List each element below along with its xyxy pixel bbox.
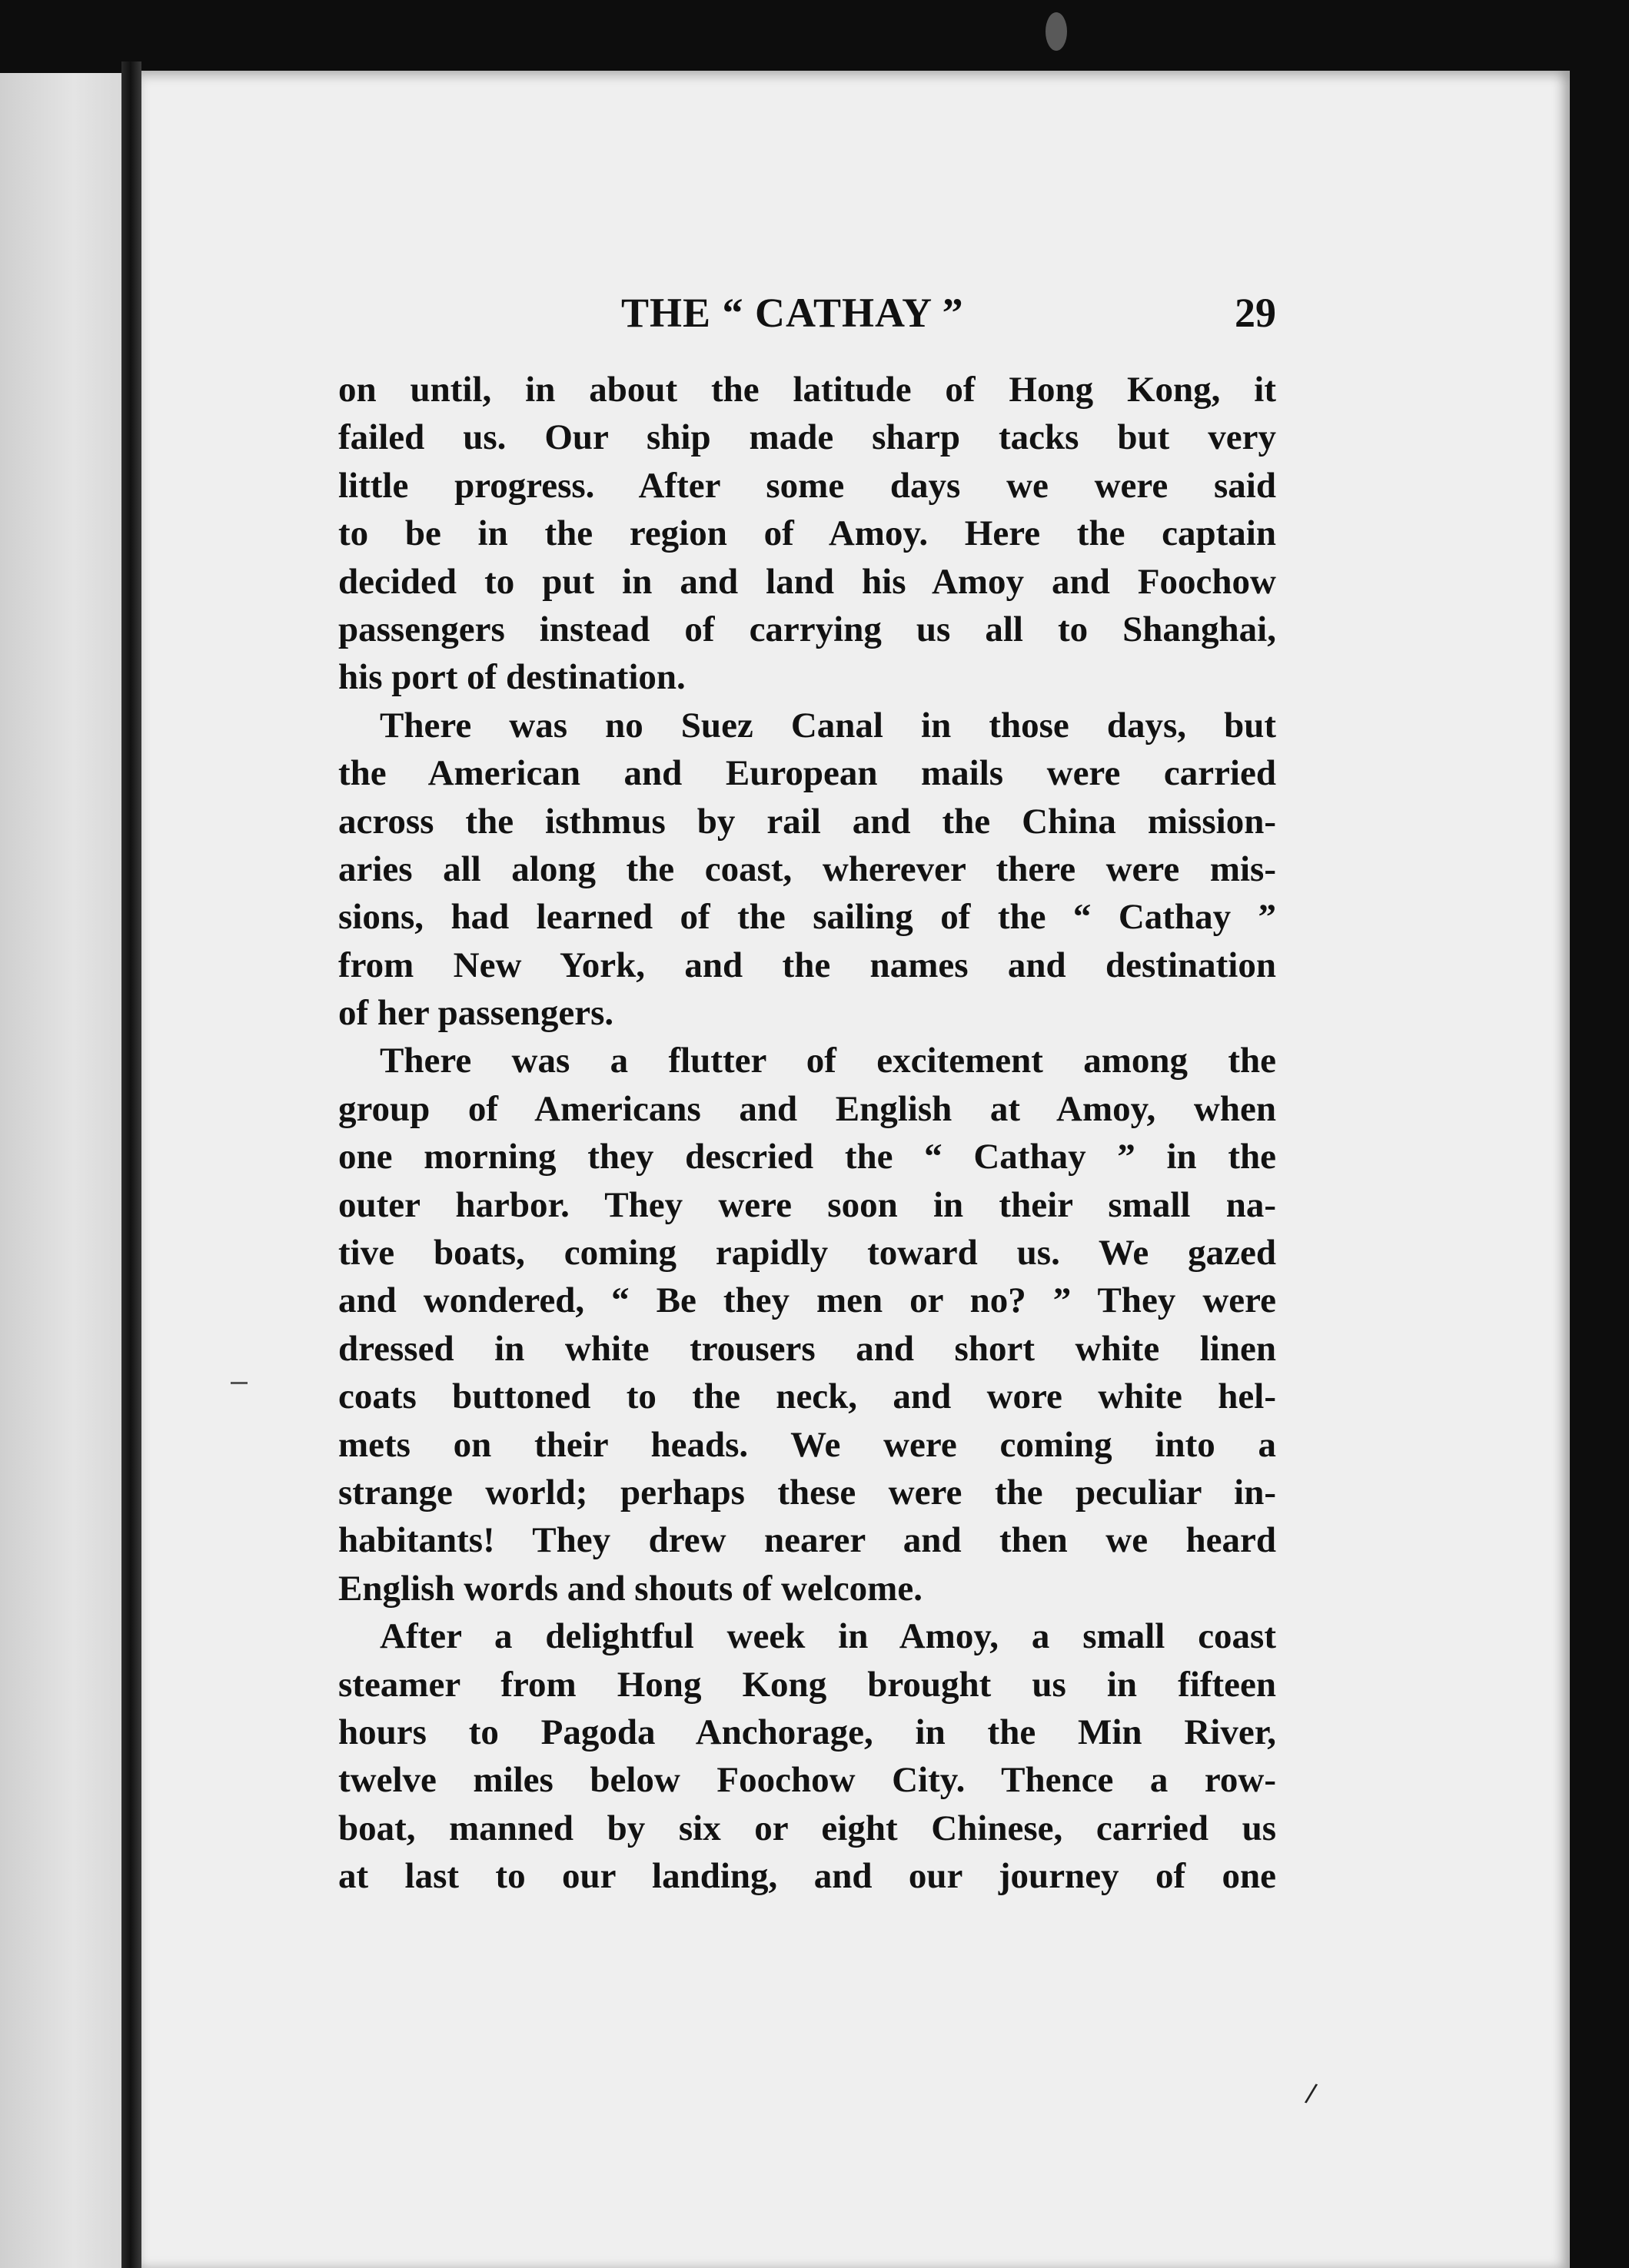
text-line: coats buttoned to the neck, and wore white hel- — [338, 1376, 1276, 1417]
text-line: There was a flutter of excitement among the — [380, 1041, 1276, 1081]
text-line: on until, in about the latitude of Hong Kong, it — [338, 370, 1276, 410]
body-text — [338, 366, 1276, 1901]
text-line: steamer from Hong Kong brought us in fifteen — [338, 1664, 1276, 1705]
text-line: and wondered, “ Be they men or no? ” They were — [338, 1280, 1276, 1321]
text-line: passengers instead of carrying us all to Shanghai, — [338, 609, 1276, 649]
text-line: from New York, and the names and destination — [338, 945, 1276, 985]
text-line: dressed in white trousers and short white linen — [338, 1328, 1276, 1369]
text-line: of her passengers. — [338, 993, 614, 1034]
book-gutter — [121, 61, 141, 2268]
text-line: mets on their heads. We were coming into a — [338, 1424, 1276, 1465]
text-line: sions, had learned of the sailing of the “ Cathay ” — [338, 897, 1276, 938]
text-line: one morning they descried the “ Cathay ” in the — [338, 1137, 1276, 1177]
text-line: boat, manned by six or eight Chinese, carried us — [338, 1808, 1276, 1848]
text-line: tive boats, coming rapidly toward us. We gazed — [338, 1233, 1276, 1273]
corner-mark: / — [1303, 2075, 1319, 2111]
text-line: hours to Pagoda Anchorage, in the Min River, — [338, 1712, 1276, 1752]
page-header — [621, 289, 1276, 350]
facing-page-edge — [0, 73, 123, 2268]
text-line: little progress. After some days we were said — [338, 465, 1276, 506]
text-line: at last to our landing, and our journey of one — [338, 1856, 1276, 1897]
text-line: aries all along the coast, wherever there were mis- — [338, 848, 1276, 889]
text-line: strange world; perhaps these were the peculiar in- — [338, 1472, 1276, 1513]
text-line: There was no Suez Canal in those days, but — [380, 705, 1276, 745]
text-line: habitants! They drew nearer and then we heard — [338, 1520, 1276, 1561]
margin-mark — [231, 1382, 248, 1384]
text-line: outer harbor. They were soon in their small na- — [338, 1184, 1276, 1225]
scan-smudge — [1046, 12, 1067, 51]
text-line: his port of destination. — [338, 657, 686, 698]
page-number: 29 — [1235, 290, 1276, 336]
scan-border — [1570, 46, 1629, 2268]
text-line: to be in the region of Amoy. Here the captain — [338, 513, 1276, 554]
text-line: English words and shouts of welcome. — [338, 1568, 923, 1609]
text-line: failed us. Our ship made sharp tacks but very — [338, 417, 1276, 458]
text-line: decided to put in and land his Amoy and Foochow — [338, 561, 1276, 602]
running-head: THE “ CATHAY ” — [621, 290, 964, 336]
text-line: After a delightful week in Amoy, a small coast — [380, 1616, 1276, 1657]
text-line: twelve miles below Foochow City. Thence a row- — [338, 1760, 1276, 1801]
text-line: across the isthmus by rail and the China mission- — [338, 801, 1276, 842]
text-line: group of Americans and English at Amoy, when — [338, 1088, 1276, 1129]
text-line: the American and European mails were carried — [338, 753, 1276, 794]
